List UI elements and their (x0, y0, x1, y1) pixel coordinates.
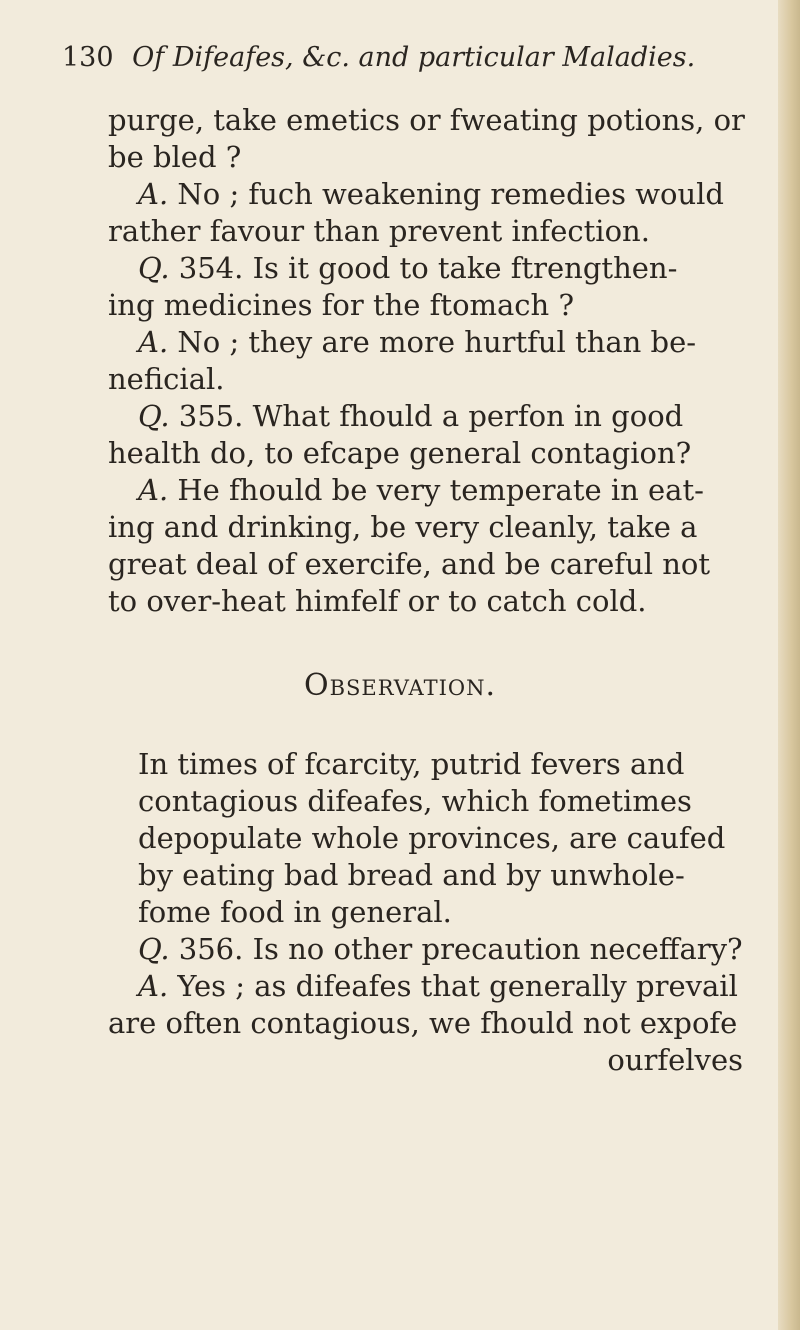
line-text: by eating bad bread and by unwhole- (138, 858, 685, 892)
text-line (108, 102, 748, 139)
line-text: are often contagious, we fhould not expofe (108, 1006, 738, 1040)
line-text: He fhould be very temperate in eat- (168, 473, 704, 507)
text-line (108, 583, 748, 620)
line-text: be bled ? (108, 140, 242, 174)
text-line (108, 546, 748, 583)
running-header (62, 38, 762, 78)
catchword: ourfelves (607, 1043, 743, 1077)
line-text: No ; fuch weakening remedies would (168, 177, 724, 211)
text-line (108, 783, 748, 820)
text-line (108, 472, 748, 509)
text-line (108, 857, 748, 894)
text-line (108, 361, 748, 398)
line-text: health do, to efcape general contagion? (108, 436, 692, 470)
line-text: fome food in general. (138, 895, 452, 929)
line-text: rather favour than prevent infection. (108, 214, 650, 248)
text-line (108, 894, 748, 931)
text-line (108, 250, 748, 287)
line-text: depopulate whole provinces, are caufed (138, 821, 726, 855)
line-text: to over-heat himfelf or to catch cold. (108, 584, 647, 618)
observation-text-block (108, 746, 748, 1079)
speaker-label: A. (138, 325, 169, 359)
text-line (108, 746, 748, 783)
line-text: ing medicines for the ftomach ? (108, 288, 574, 322)
line-text: Yes ; as difeafes that generally prevail (168, 969, 738, 1003)
line-text: 355. What fhould a perfon in good (169, 399, 684, 433)
line-text: neficial. (108, 362, 225, 396)
page-edge (778, 0, 800, 1330)
speaker-label: A. (138, 177, 169, 211)
line-text: 354. Is it good to take ftrengthen- (169, 251, 678, 285)
text-line (108, 287, 748, 324)
speaker-label: Q. (138, 932, 170, 966)
text-line (108, 398, 748, 435)
text-line (108, 213, 748, 250)
line-text: purge, take emetics or fweating potions, or (108, 103, 745, 137)
text-line (108, 968, 748, 1005)
text-line (108, 435, 748, 472)
text-line (108, 931, 748, 968)
line-text: ing and drinking, be very cleanly, take a (108, 510, 698, 544)
text-line (108, 176, 748, 213)
text-line (108, 324, 748, 361)
speaker-label: Q. (138, 399, 170, 433)
qa-text-block (108, 102, 748, 620)
running-title: Of Difeafes, &c. and particular Maladies. (132, 42, 696, 73)
text-line (108, 139, 748, 176)
text-line (108, 820, 748, 857)
line-text: In times of fcarcity, putrid fevers and (138, 747, 685, 781)
speaker-label: A. (138, 473, 169, 507)
text-line (108, 1005, 748, 1042)
line-text: 356. Is no other precaution neceffary? (169, 932, 743, 966)
line-text: great deal of exercife, and be careful not (108, 547, 711, 581)
text-line (108, 509, 748, 546)
line-text: No ; they are more hurtful than be- (168, 325, 697, 359)
page-number: 130 (62, 42, 114, 73)
speaker-label: Q. (138, 251, 170, 285)
speaker-label: A. (138, 969, 169, 1003)
line-text: contagious difeafes, which fometimes (138, 784, 692, 818)
section-heading: Observation. (304, 668, 496, 703)
